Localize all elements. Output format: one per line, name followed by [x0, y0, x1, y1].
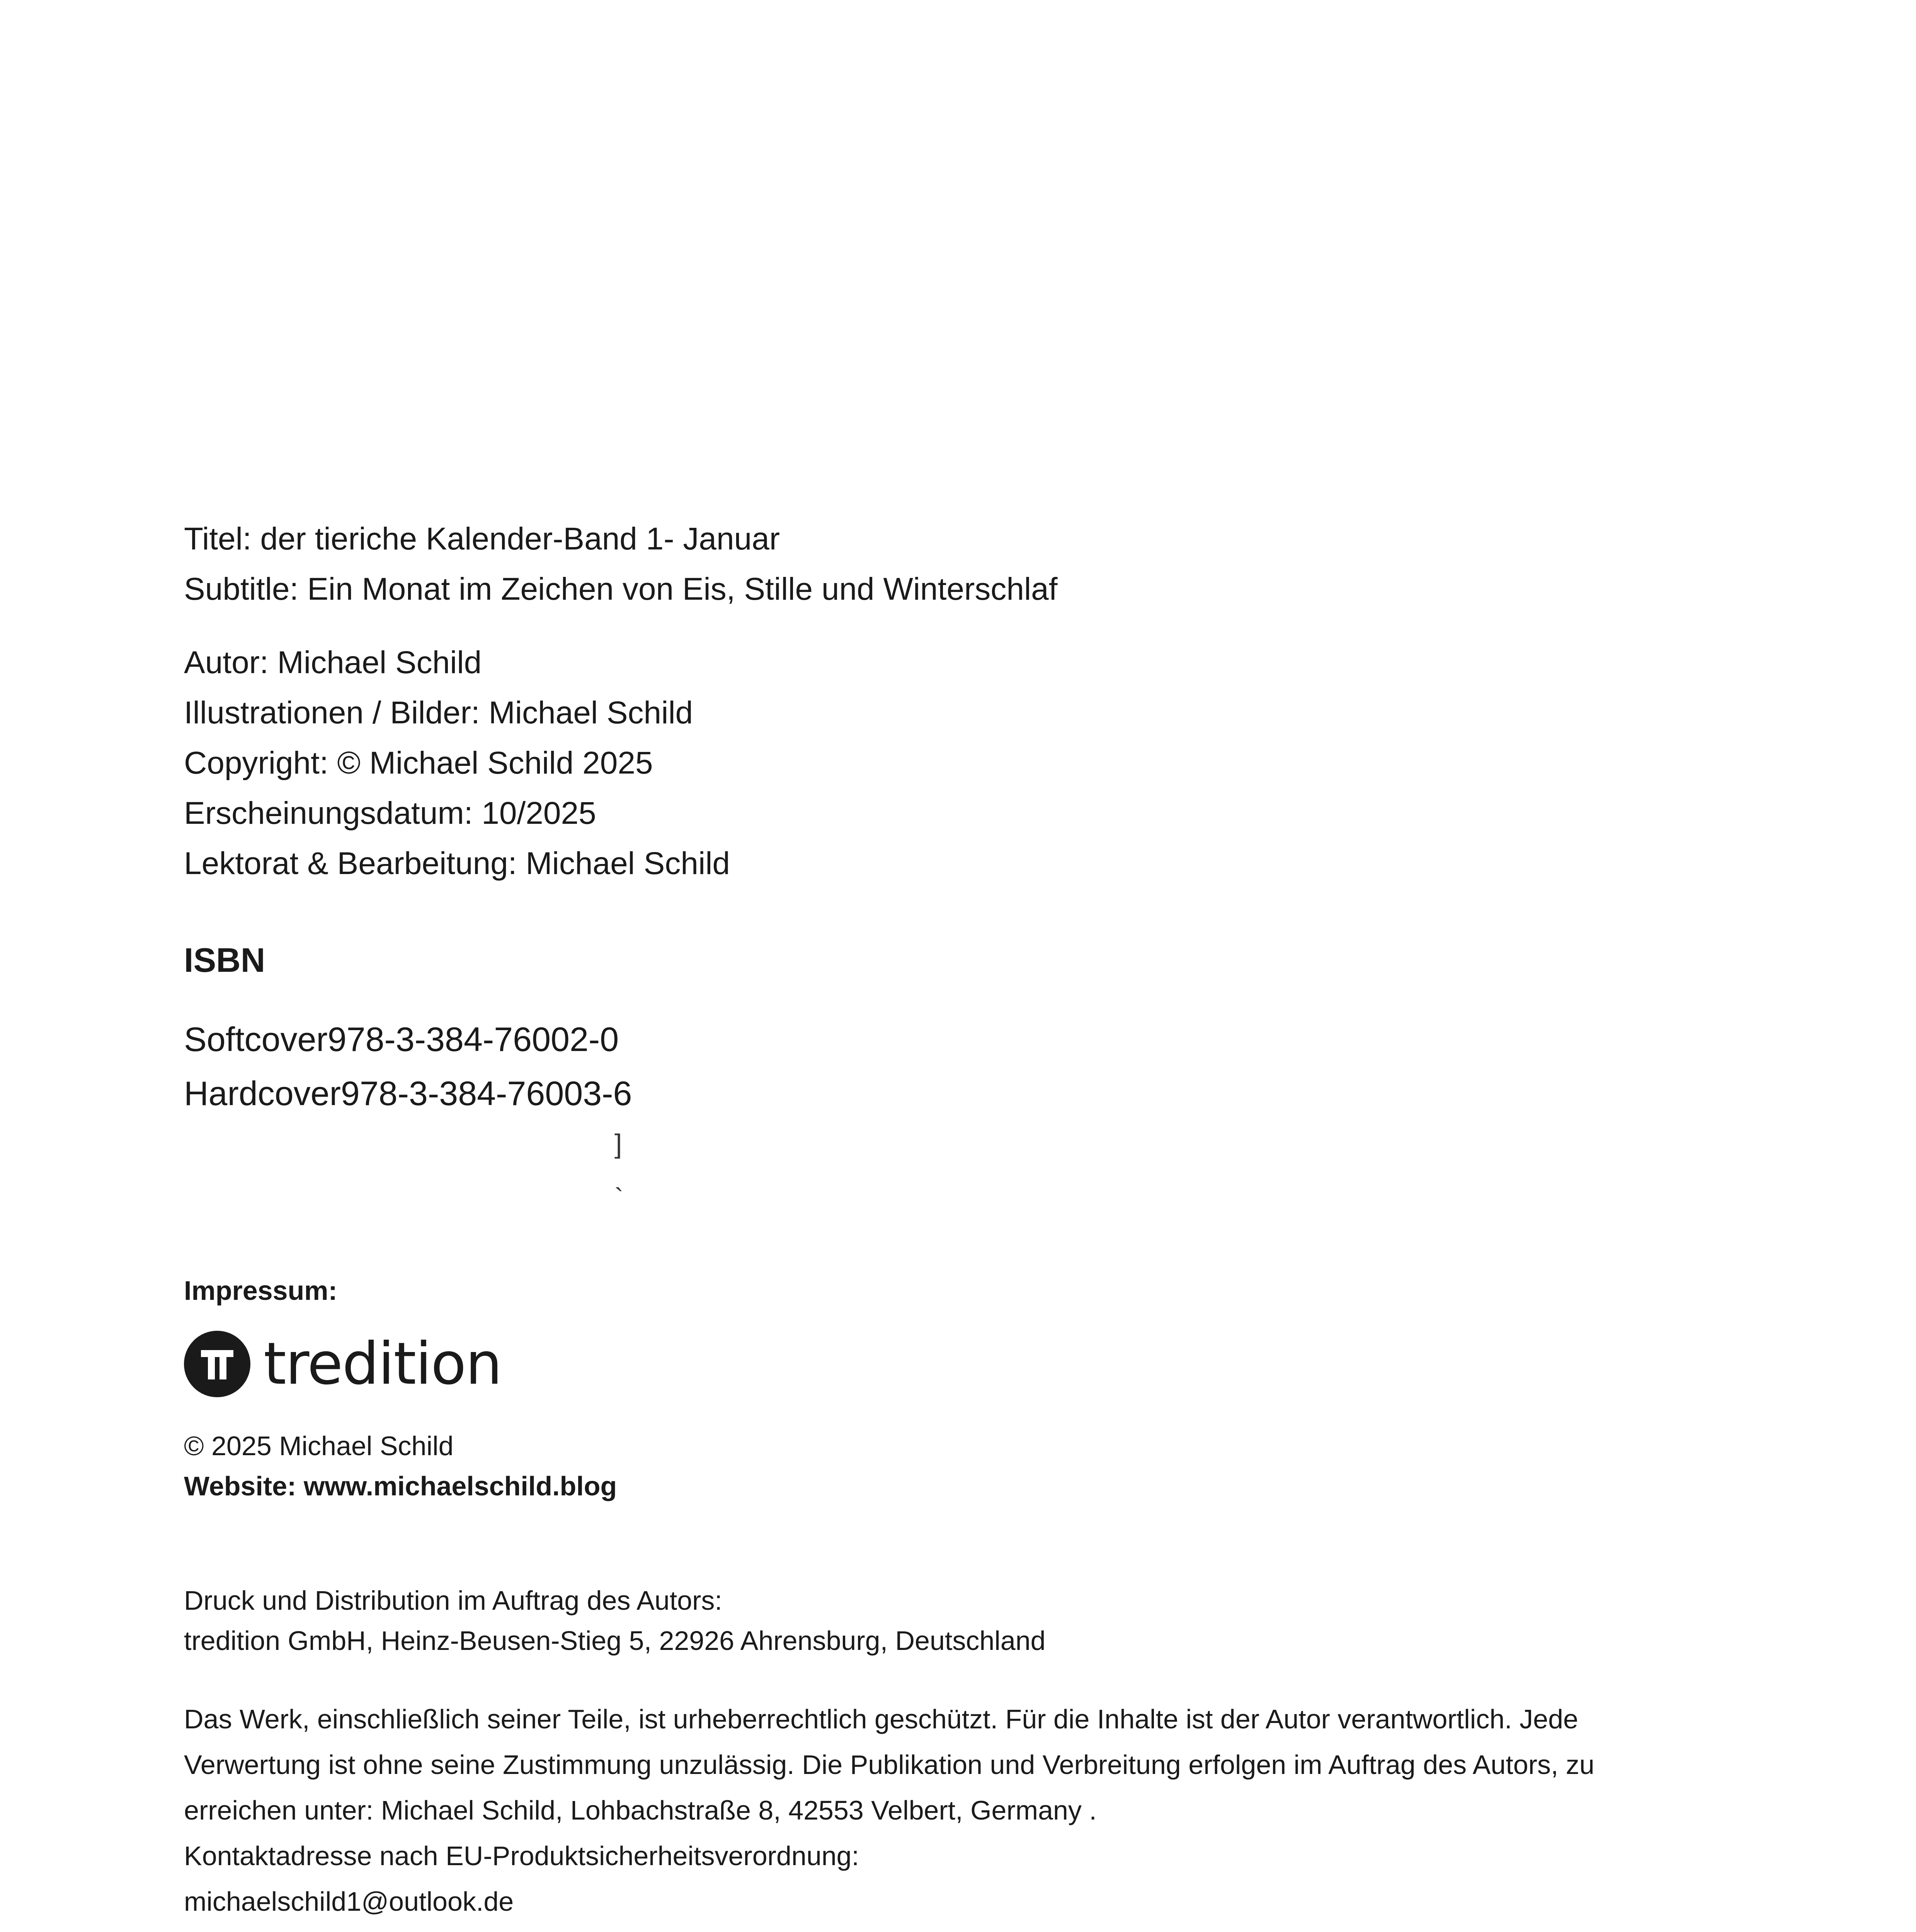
credit-copyright: Copyright: © Michael Schild 2025 [184, 745, 653, 781]
logo-wordmark: tredition [264, 1330, 502, 1398]
legal-line: Das Werk, einschließlich seiner Teile, ist urheberrechtlich geschützt. Für die Inhalte ist der Autor verantwortlich. Jede [184, 1704, 1578, 1734]
contact-email[interactable]: michaelschild1@outlook.de [184, 1886, 514, 1917]
tredition-logo-icon [184, 1331, 250, 1397]
title-block [184, 514, 1768, 614]
website-link[interactable]: Website: www.michaelschild.blog [184, 1471, 617, 1501]
credit-illustrations: Illustrationen / Bilder: Michael Schild [184, 695, 693, 730]
legal-notice [184, 1696, 1768, 1924]
stray-mark: ` [614, 1183, 624, 1213]
impressum-heading: Impressum: [184, 1276, 337, 1306]
legal-line: Verwertung ist ohne seine Zustimmung unzulässig. Die Publikation und Verbreitung erfolgen im Auftrag des Autors, zu [184, 1750, 1594, 1780]
subtitle-line: Subtitle: Ein Monat im Zeichen von Eis, Stille und Winterschlaf [184, 571, 1058, 607]
distribution-address: tredition GmbH, Heinz-Beusen-Stieg 5, 22926 Ahrensburg, Deutschland [184, 1626, 1046, 1656]
credit-editing: Lektorat & Bearbeitung: Michael Schild [184, 846, 730, 881]
credits-block [184, 638, 1768, 889]
stray-mark: ] [614, 1129, 622, 1159]
distribution-line: Druck und Distribution im Auftrag des Autors: [184, 1585, 722, 1616]
legal-contact-label: Kontaktadresse nach EU-Produktsicherheitsverordnung: [184, 1841, 859, 1871]
contact-block [184, 1426, 1768, 1506]
title-line: Titel: der tieriche Kalender-Band 1- Januar [184, 521, 780, 556]
credit-publication-date: Erscheinungsdatum: 10/2025 [184, 796, 596, 831]
legal-line: erreichen unter: Michael Schild, Lohbachstraße 8, 42553 Velbert, Germany . [184, 1795, 1097, 1825]
isbn-list [184, 1012, 1768, 1121]
publisher-logo [184, 1329, 502, 1399]
isbn-softcover: Softcover978-3-384-76002-0 [184, 1020, 619, 1058]
credit-author: Autor: Michael Schild [184, 645, 482, 680]
copyright-line: © 2025 Michael Schild [184, 1431, 454, 1461]
distribution-block [184, 1580, 1768, 1661]
isbn-hardcover: Hardcover978-3-384-76003-6 [184, 1074, 632, 1112]
isbn-heading: ISBN [184, 941, 265, 979]
